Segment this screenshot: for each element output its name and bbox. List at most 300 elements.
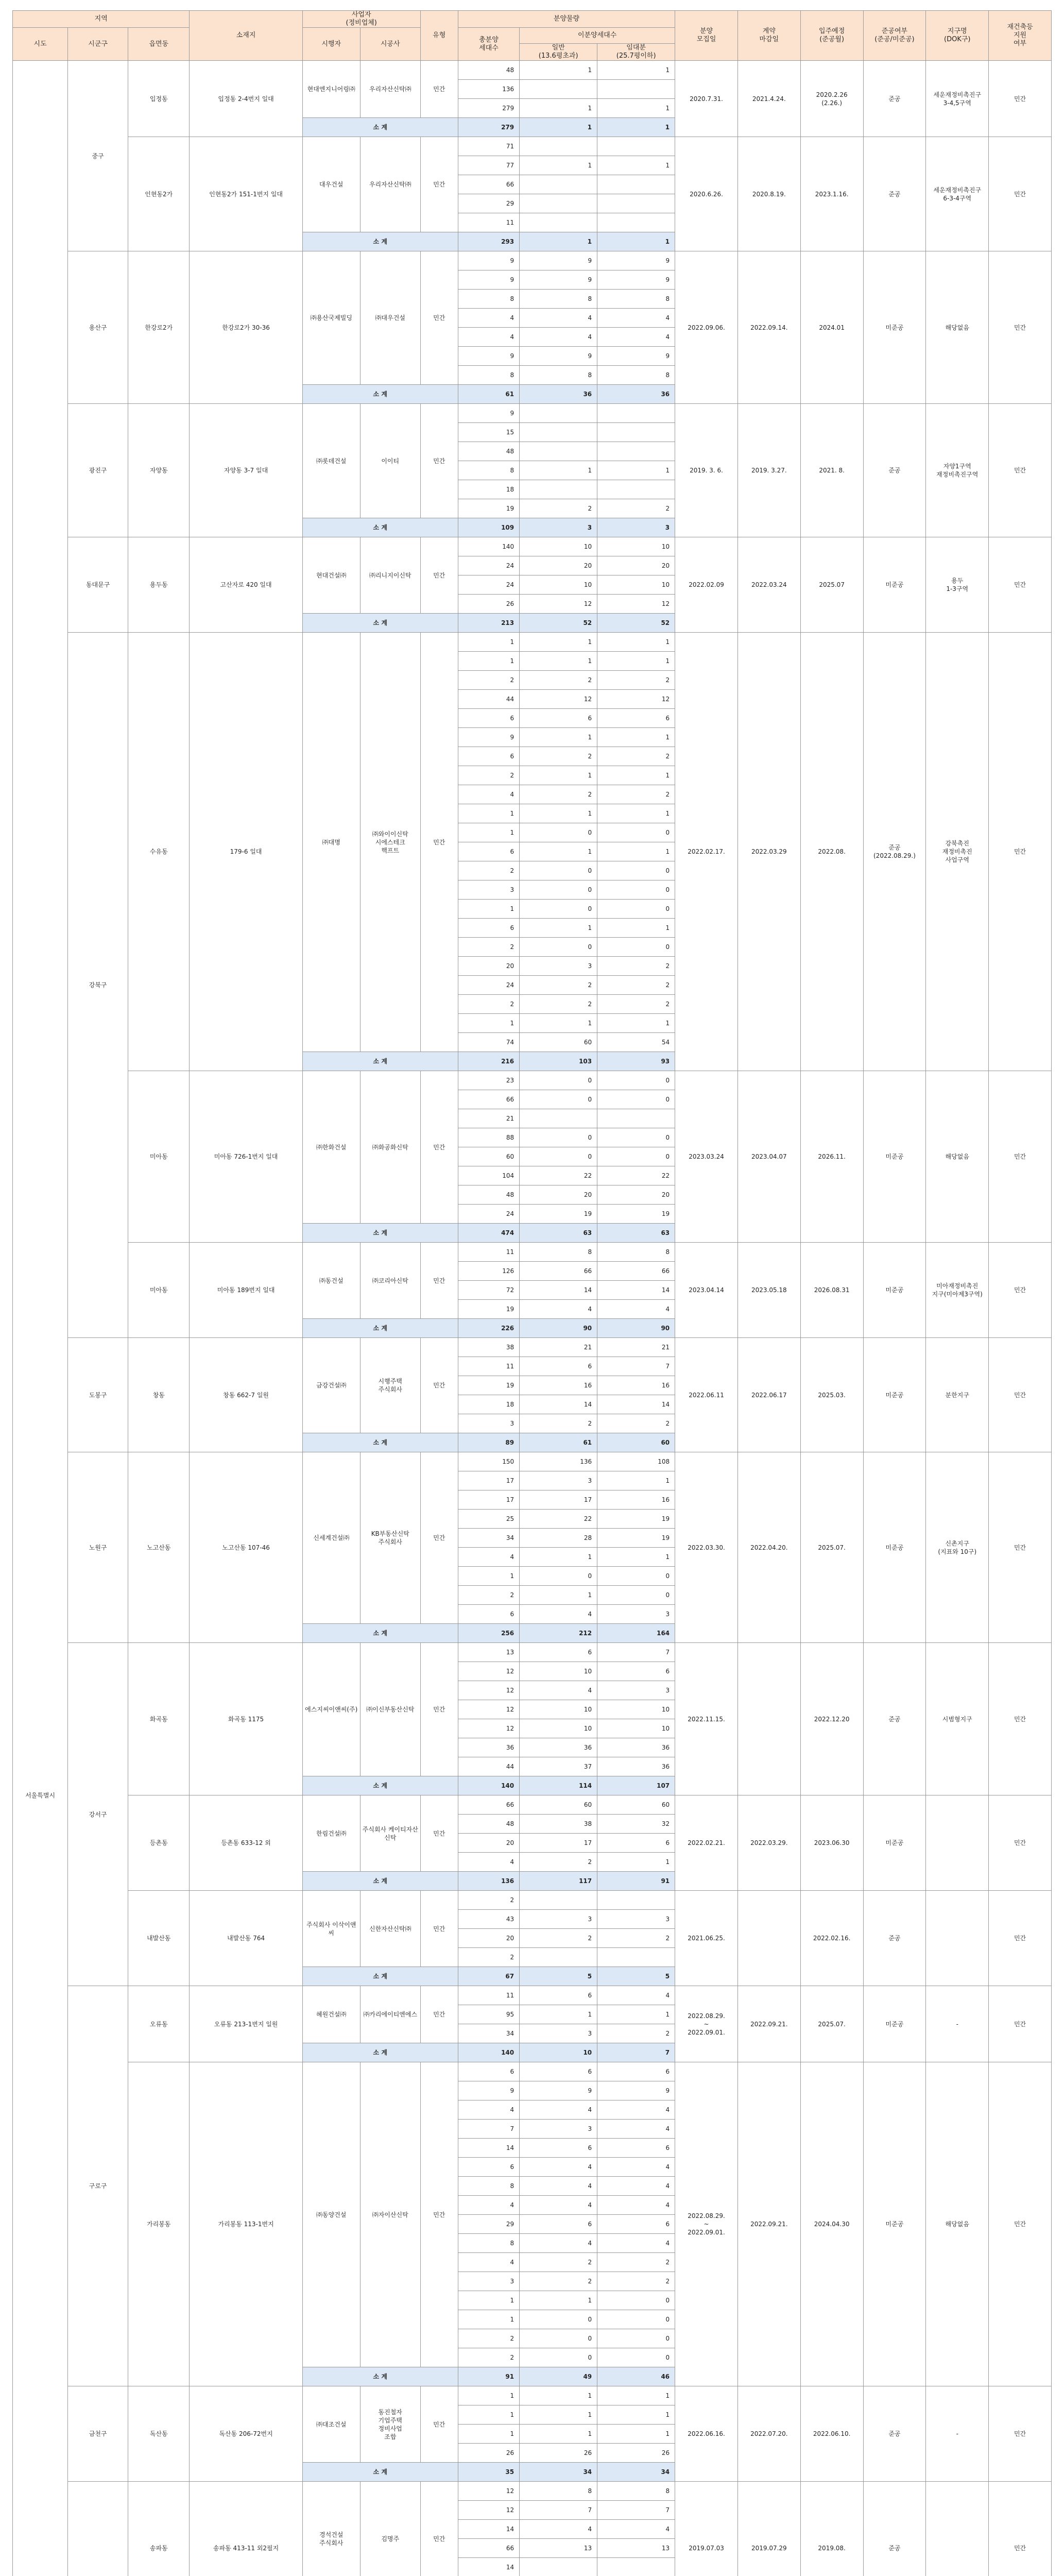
cell-special (597, 213, 675, 232)
cell-total: 2 (458, 938, 519, 957)
subtotal-total: 474 (458, 1224, 519, 1243)
cell-contract-end: 2022.09.21. (737, 2062, 800, 2386)
cell-general: 1 (520, 461, 597, 480)
cell-general: 20 (520, 556, 597, 575)
cell-special: 2 (597, 1929, 675, 1948)
cell-location: 화곡동 1175 (190, 1643, 302, 1795)
cell-move-in: 2020.2.26 (2.26.) (800, 61, 863, 137)
cell-total: 29 (458, 194, 519, 213)
cell-executor: ㈜대명 (302, 633, 360, 1052)
cell-total: 1 (458, 2310, 519, 2329)
cell-general: 20 (520, 1185, 597, 1205)
cell-total: 12 (458, 1662, 519, 1681)
cell-total: 24 (458, 1205, 519, 1224)
cell-total: 4 (458, 328, 519, 347)
cell-total: 9 (458, 251, 519, 270)
cell-special: 14 (597, 1281, 675, 1300)
cell-sale-date: 2020.6.26. (675, 137, 738, 251)
subtotal-total: 91 (458, 2367, 519, 2386)
cell-move-in: 2019.08. (800, 2482, 863, 2576)
cell-executor: 신세계건설㈜ (302, 1452, 360, 1624)
cell-general (520, 80, 597, 99)
table-row (13, 1338, 1052, 1357)
cell-special: 12 (597, 595, 675, 614)
cell-special: 3 (597, 1681, 675, 1700)
subtotal-label: 소 계 (302, 385, 458, 404)
cell-note: 민간 (989, 1243, 1052, 1338)
cell-total: 6 (458, 919, 519, 938)
cell-completion: 미준공 (863, 1986, 926, 2062)
cell-general: 1 (520, 2005, 597, 2024)
cell-special: 66 (597, 1262, 675, 1281)
cell-remark: 신촌지구 (지표와 10구) (926, 1452, 989, 1643)
cell-general: 22 (520, 1510, 597, 1529)
cell-dong: 오류동 (128, 1986, 190, 2062)
header-general-note: (13.6평초과) (538, 52, 578, 60)
cell-general: 16 (520, 1376, 597, 1395)
cell-supply: 민간 (420, 61, 458, 118)
cell-total: 19 (458, 1376, 519, 1395)
cell-contract-end: 2019. 3.27. (737, 404, 800, 537)
subtotal-special: 46 (597, 2367, 675, 2386)
cell-completion: 미준공 (863, 1795, 926, 1891)
cell-special: 32 (597, 1815, 675, 1834)
cell-note: 민간 (989, 251, 1052, 404)
cell-special: 4 (597, 1986, 675, 2005)
cell-special: 0 (597, 2329, 675, 2348)
table-row (13, 1795, 1052, 1815)
cell-executor: 금강건설㈜ (302, 1338, 360, 1433)
cell-special: 1 (597, 2386, 675, 2405)
table-row (13, 537, 1052, 556)
cell-special: 10 (597, 575, 675, 595)
table-row (13, 1986, 1052, 2005)
cell-total: 4 (458, 1548, 519, 1567)
cell-special: 8 (597, 2482, 675, 2501)
cell-special: 2 (597, 2272, 675, 2291)
cell-total: 4 (458, 2253, 519, 2272)
cell-special (597, 194, 675, 213)
cell-total: 6 (458, 1605, 519, 1624)
cell-total: 8 (458, 366, 519, 385)
cell-special: 19 (597, 1529, 675, 1548)
cell-general: 1 (520, 652, 597, 671)
cell-total: 48 (458, 1185, 519, 1205)
cell-location: 내발산동 764 (190, 1891, 302, 1986)
cell-supply: 민간 (420, 404, 458, 518)
cell-sigungu: 강서구 (68, 1643, 128, 1986)
cell-location: 한강로2가 30-36 (190, 251, 302, 404)
cell-general: 7 (520, 2501, 597, 2520)
subtotal-label: 소 계 (302, 2367, 458, 2386)
cell-special: 1 (597, 919, 675, 938)
subtotal-special: 91 (597, 1872, 675, 1891)
header-builder: 시공사 (360, 28, 420, 61)
cell-total: 18 (458, 480, 519, 499)
cell-general (520, 423, 597, 442)
cell-total: 43 (458, 1910, 519, 1929)
cell-total: 20 (458, 1834, 519, 1853)
cell-sale-date: 2022.06.16. (675, 2386, 738, 2482)
cell-total: 38 (458, 1338, 519, 1357)
cell-builder: ㈜화공화신탁 (360, 1071, 420, 1224)
cell-total: 14 (458, 2558, 519, 2576)
cell-total: 20 (458, 1929, 519, 1948)
cell-special: 1 (597, 633, 675, 652)
cell-builder: ㈜이신부동산신탁 (360, 1643, 420, 1776)
cell-general: 3 (520, 957, 597, 976)
cell-location: 미아동 726-1번지 일대 (190, 1071, 302, 1243)
cell-total: 17 (458, 1490, 519, 1510)
cell-move-in: 2022.12.20 (800, 1643, 863, 1795)
subtotal-general: 61 (520, 1433, 597, 1452)
cell-general: 1 (520, 156, 597, 175)
cell-builder: 주식회사 케이티자산신탁 (360, 1795, 420, 1872)
cell-total: 14 (458, 2520, 519, 2539)
cell-remark (926, 2482, 989, 2576)
cell-total: 2 (458, 995, 519, 1014)
cell-total: 2 (458, 766, 519, 785)
subtotal-general: 212 (520, 1624, 597, 1643)
cell-special: 54 (597, 1033, 675, 1052)
cell-special: 2 (597, 995, 675, 1014)
cell-total: 2 (458, 1948, 519, 1967)
cell-note: 민간 (989, 1891, 1052, 1986)
cell-total: 1 (458, 900, 519, 919)
cell-special: 1 (597, 1548, 675, 1567)
subtotal-label: 소 계 (302, 1224, 458, 1243)
cell-special: 4 (597, 2120, 675, 2139)
cell-special (597, 1109, 675, 1128)
cell-contract-end: 2022.03.24 (737, 537, 800, 633)
cell-supply: 민간 (420, 137, 458, 232)
cell-sigungu: 노원구 (68, 1452, 128, 1643)
cell-general: 21 (520, 1338, 597, 1357)
cell-special: 13 (597, 2539, 675, 2558)
cell-location: 등촌동 633-12 외 (190, 1795, 302, 1891)
cell-location: 입정동 2-4번지 일대 (190, 61, 302, 137)
cell-remark: 시범형지구 (926, 1643, 989, 1795)
cell-special: 7 (597, 2501, 675, 2520)
cell-builder: ㈜대우건설 (360, 251, 420, 385)
cell-special: 8 (597, 366, 675, 385)
cell-special: 6 (597, 1662, 675, 1681)
cell-executor: 대우건설 (302, 137, 360, 232)
cell-general: 4 (520, 309, 597, 328)
header-region: 지역 (13, 11, 190, 28)
cell-special: 3 (597, 1605, 675, 1624)
cell-completion: 준공 (863, 404, 926, 537)
table-body (13, 61, 1052, 2576)
subtotal-total: 109 (458, 518, 519, 537)
subtotal-label: 소 계 (302, 1319, 458, 1338)
cell-general: 4 (520, 2177, 597, 2196)
cell-dong: 노고산동 (128, 1452, 190, 1643)
cell-general (520, 1948, 597, 1967)
cell-contract-end: 2022.09.21. (737, 1986, 800, 2062)
cell-dong: 독산동 (128, 2386, 190, 2482)
cell-remark: 용두 1-3구역 (926, 537, 989, 633)
cell-total: 34 (458, 1529, 519, 1548)
cell-special: 1 (597, 2425, 675, 2444)
cell-note: 민간 (989, 2482, 1052, 2576)
cell-completion: 미준공 (863, 1452, 926, 1643)
cell-total: 34 (458, 2024, 519, 2043)
cell-executor: ㈜동건설 (302, 1243, 360, 1319)
subtotal-total: 293 (458, 232, 519, 251)
cell-general: 2 (520, 499, 597, 518)
cell-dong: 인현동2가 (128, 137, 190, 251)
cell-special: 60 (597, 1795, 675, 1815)
cell-general: 6 (520, 2139, 597, 2158)
cell-total: 1 (458, 2291, 519, 2310)
cell-note: 민간 (989, 2386, 1052, 2482)
cell-location: 자양동 3-7 일대 (190, 404, 302, 537)
table-row (13, 2386, 1052, 2405)
cell-completion: 준공 (863, 1891, 926, 1986)
cell-general: 17 (520, 1834, 597, 1853)
cell-completion: 미준공 (863, 1338, 926, 1452)
cell-special: 16 (597, 1490, 675, 1510)
subtotal-label: 소 계 (302, 1967, 458, 1986)
cell-special: 6 (597, 2215, 675, 2234)
cell-special: 0 (597, 2348, 675, 2367)
cell-location: 179-6 일대 (190, 633, 302, 1071)
cell-special: 10 (597, 1700, 675, 1719)
cell-builder: ㈜코리아신탁 (360, 1243, 420, 1319)
cell-total: 66 (458, 1090, 519, 1109)
cell-total: 150 (458, 1452, 519, 1471)
cell-general: 6 (520, 1643, 597, 1662)
cell-note: 민간 (989, 137, 1052, 251)
cell-contract-end: 2022.06.17 (737, 1338, 800, 1452)
cell-dong: 미아동 (128, 1243, 190, 1338)
subtotal-total: 140 (458, 2043, 519, 2062)
cell-general: 0 (520, 1090, 597, 1109)
cell-contract-end (737, 1643, 800, 1795)
cell-general (520, 1891, 597, 1910)
cell-note: 민간 (989, 1071, 1052, 1243)
cell-move-in: 2025.03. (800, 1338, 863, 1452)
cell-special (597, 404, 675, 423)
cell-general: 1 (520, 1586, 597, 1605)
subtotal-label: 소 계 (302, 518, 458, 537)
cell-move-in: 2022.06.10. (800, 2386, 863, 2482)
cell-contract-end: 2022.03.29. (737, 1795, 800, 1891)
cell-general: 22 (520, 1166, 597, 1185)
cell-special: 0 (597, 861, 675, 880)
header-location: 소재지 (190, 11, 302, 61)
cell-completion: 미준공 (863, 2062, 926, 2386)
subtotal-special: 5 (597, 1967, 675, 1986)
cell-sigungu: 중구 (68, 61, 128, 251)
cell-total: 11 (458, 213, 519, 232)
cell-dong: 화곡동 (128, 1643, 190, 1795)
cell-total: 9 (458, 404, 519, 423)
cell-total: 8 (458, 461, 519, 480)
header-special (597, 44, 675, 61)
subtotal-special: 90 (597, 1319, 675, 1338)
cell-completion: 준공 (863, 61, 926, 137)
cell-sale-date: 2022.03.30. (675, 1452, 738, 1643)
cell-remark: 미아재정비촉진 지구(미아제3구역) (926, 1243, 989, 1338)
cell-special: 9 (597, 251, 675, 270)
cell-special: 1 (597, 156, 675, 175)
cell-supply: 민간 (420, 1891, 458, 1967)
cell-dong: 한강로2가 (128, 251, 190, 404)
cell-total: 48 (458, 442, 519, 461)
cell-total: 24 (458, 575, 519, 595)
cell-location: 고산자로 420 일대 (190, 537, 302, 633)
cell-special (597, 442, 675, 461)
cell-general: 6 (520, 1357, 597, 1376)
cell-executor: 현대엔지니어링㈜ (302, 61, 360, 118)
subtotal-general: 34 (520, 2463, 597, 2482)
subtotal-label: 소 계 (302, 1624, 458, 1643)
cell-total: 29 (458, 2215, 519, 2234)
cell-general: 28 (520, 1529, 597, 1548)
subtotal-special: 63 (597, 1224, 675, 1243)
cell-dong: 미아동 (128, 1071, 190, 1243)
cell-sigungu: 도봉구 (68, 1338, 128, 1452)
subtotal-special: 164 (597, 1624, 675, 1643)
cell-general: 4 (520, 1300, 597, 1319)
cell-general: 2 (520, 747, 597, 766)
cell-total: 60 (458, 1147, 519, 1166)
header-sale-date: 분양 모집일 (675, 11, 738, 61)
cell-remark: - (926, 1986, 989, 2062)
cell-completion: 준공 (863, 137, 926, 251)
cell-completion: 준공 (863, 1643, 926, 1795)
header-sigungu: 시군구 (68, 28, 128, 61)
header-special-note: (25.7평이하) (616, 52, 656, 60)
cell-special: 36 (597, 1757, 675, 1776)
header-remark: 지구명 (DOK구) (926, 11, 989, 61)
table-row (13, 1452, 1052, 1471)
cell-total: 6 (458, 842, 519, 861)
cell-general: 0 (520, 2329, 597, 2348)
cell-total: 25 (458, 1510, 519, 1529)
cell-executor: ㈜대조건설 (302, 2386, 360, 2463)
cell-note: 민간 (989, 404, 1052, 537)
cell-special: 21 (597, 1338, 675, 1357)
subtotal-label: 소 계 (302, 614, 458, 633)
subtotal-total: 61 (458, 385, 519, 404)
cell-general: 8 (520, 366, 597, 385)
cell-general (520, 2558, 597, 2576)
cell-total: 4 (458, 1853, 519, 1872)
cell-dong: 송파동 (128, 2482, 190, 2576)
cell-special: 0 (597, 938, 675, 957)
cell-special (597, 1891, 675, 1910)
cell-general: 2 (520, 2272, 597, 2291)
subtotal-general: 3 (520, 518, 597, 537)
header-special-label: 임대분 (626, 44, 646, 52)
cell-special (597, 480, 675, 499)
cell-total: 6 (458, 747, 519, 766)
cell-general: 13 (520, 2539, 597, 2558)
cell-general: 9 (520, 270, 597, 290)
cell-special: 7 (597, 1643, 675, 1662)
cell-total: 71 (458, 137, 519, 156)
cell-special: 0 (597, 823, 675, 842)
cell-sale-date: 2023.03.24 (675, 1071, 738, 1243)
cell-general: 10 (520, 1719, 597, 1738)
subtotal-label: 소 계 (302, 1433, 458, 1452)
cell-builder: 시행주택 주식회사 (360, 1338, 420, 1433)
subtotal-general: 5 (520, 1967, 597, 1986)
cell-special: 0 (597, 1586, 675, 1605)
cell-remark (926, 1891, 989, 1986)
cell-total: 17 (458, 1471, 519, 1490)
cell-general: 2 (520, 2253, 597, 2272)
cell-supply: 민간 (420, 1452, 458, 1624)
cell-special: 4 (597, 2177, 675, 2196)
cell-general: 1 (520, 1548, 597, 1567)
cell-builder: ㈜리니지이신탁 (360, 537, 420, 614)
cell-total: 1 (458, 633, 519, 652)
cell-contract-end: 2021.4.24. (737, 61, 800, 137)
cell-general: 0 (520, 938, 597, 957)
cell-total: 9 (458, 270, 519, 290)
cell-dong: 수유동 (128, 633, 190, 1071)
header-move-in: 입주예정 (준공월) (800, 11, 863, 61)
cell-general: 12 (520, 595, 597, 614)
cell-sale-date: 2022.08.29. ~ 2022.09.01. (675, 2062, 738, 2386)
cell-total: 4 (458, 309, 519, 328)
subtotal-total: 89 (458, 1433, 519, 1452)
cell-builder: ㈜자이산신탁 (360, 2062, 420, 2367)
cell-note: 민간 (989, 1795, 1052, 1891)
cell-total: 9 (458, 347, 519, 366)
cell-contract-end: 2023.04.07 (737, 1071, 800, 1243)
cell-total: 1 (458, 1014, 519, 1033)
subtotal-label: 소 계 (302, 2463, 458, 2482)
cell-total: 136 (458, 80, 519, 99)
cell-sale-date: 2022.09.06. (675, 251, 738, 404)
cell-general: 1 (520, 2405, 597, 2425)
cell-special: 16 (597, 1376, 675, 1395)
cell-supply: 민간 (420, 251, 458, 385)
cell-general (520, 442, 597, 461)
cell-remark: 해당없음 (926, 2062, 989, 2386)
cell-general: 2 (520, 1929, 597, 1948)
cell-general: 4 (520, 2196, 597, 2215)
cell-total: 9 (458, 728, 519, 747)
cell-general: 0 (520, 2348, 597, 2367)
table-row (13, 1643, 1052, 1662)
cell-general: 0 (520, 861, 597, 880)
cell-dong: 창동 (128, 1338, 190, 1452)
cell-supply: 민간 (420, 1986, 458, 2043)
cell-total: 88 (458, 1128, 519, 1147)
cell-special (597, 2558, 675, 2576)
subtotal-label: 소 계 (302, 2043, 458, 2062)
cell-special: 9 (597, 2081, 675, 2100)
cell-special: 0 (597, 2310, 675, 2329)
cell-special: 2 (597, 499, 675, 518)
cell-special: 2 (597, 671, 675, 690)
cell-special: 8 (597, 1243, 675, 1262)
cell-location: 송파동 413-11 외2필지 (190, 2482, 302, 2576)
cell-total: 77 (458, 156, 519, 175)
cell-total: 66 (458, 1795, 519, 1815)
cell-total: 4 (458, 785, 519, 804)
cell-total: 24 (458, 556, 519, 575)
cell-general: 1 (520, 2386, 597, 2405)
cell-total: 8 (458, 2177, 519, 2196)
header-sale: 분양물량 (458, 11, 675, 28)
